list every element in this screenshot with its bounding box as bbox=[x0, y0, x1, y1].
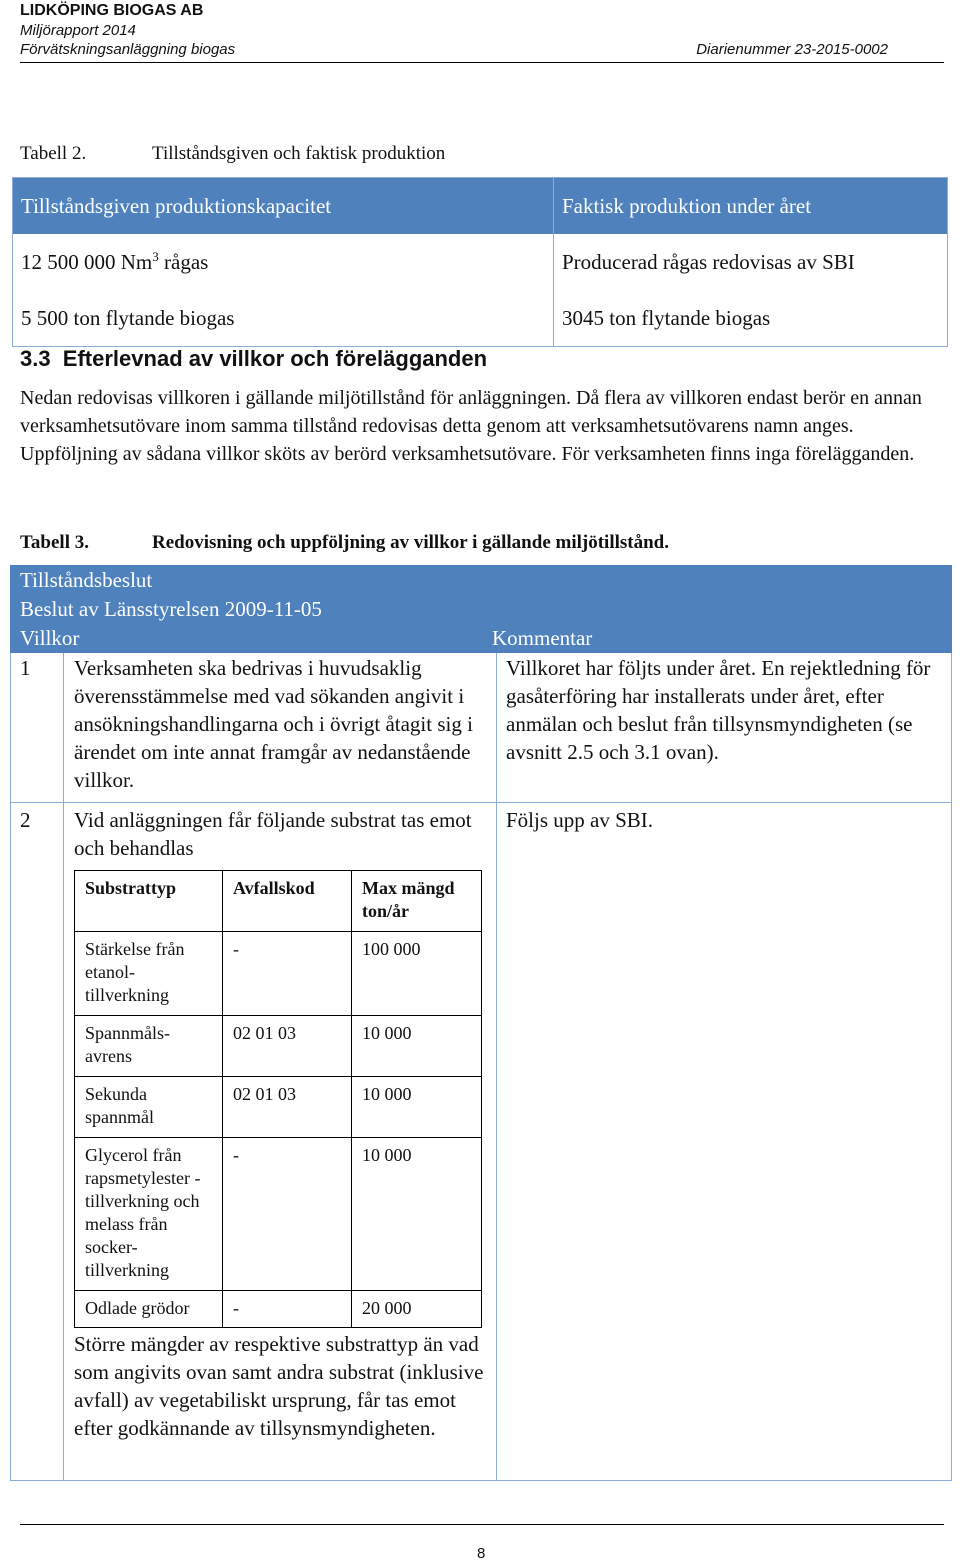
permitted-raw-gas-value: 12 500 000 Nm bbox=[21, 250, 153, 274]
substrate-row bbox=[75, 1291, 482, 1328]
substrate-header-row bbox=[75, 871, 482, 932]
facility-name: Förvätskningsanläggning biogas bbox=[20, 41, 236, 58]
footer-divider bbox=[20, 1524, 944, 1525]
table3-label: Tabell 3. bbox=[20, 532, 89, 553]
col-kommentar-header: Kommentar bbox=[492, 626, 593, 650]
condition-text: Vid anläggningen får följande substrat tas emot och behandlas bbox=[74, 808, 472, 860]
diary-number: Diarienummer 23-2015-0002 bbox=[696, 41, 888, 58]
table3-caption: Redovisning och uppföljning av villkor i gällande miljötillstånd. bbox=[152, 532, 669, 553]
actual-liquid-biogas: 3045 ton flytande biogas bbox=[554, 290, 948, 347]
actual-raw-gas: Producerad rågas redovisas av SBI bbox=[554, 234, 948, 290]
report-title: Miljörapport 2014 bbox=[20, 22, 136, 39]
header-divider bbox=[20, 62, 944, 63]
condition-comment: Villkoret har följts under året. En rejektledning för gasåterföring har installerats under året, efter anmälan och beslut från tillsynsmyndigheten (se avsnitt 2.5 och 3.1 ovan). bbox=[506, 656, 931, 764]
substrate-row bbox=[75, 1016, 482, 1077]
max-amount: 100 000 bbox=[352, 932, 482, 1016]
substrate-row bbox=[75, 1077, 482, 1138]
condition-text: Verksamheten ska bedrivas i huvudsaklig överensstämmelse med vad sökanden angivit i ansökningshandlingarna och i övrigt åtagit sig i ärendet om inte annat framgår av nedanstående villkor. bbox=[74, 656, 473, 792]
production-table bbox=[12, 177, 948, 347]
waste-code: - bbox=[223, 1138, 352, 1291]
waste-code-header: Avfallskod bbox=[223, 871, 352, 932]
column-divider bbox=[496, 653, 497, 1481]
substrate-type-header: Substrattyp bbox=[75, 871, 223, 932]
substrate-type: Sekunda spannmål bbox=[75, 1077, 223, 1138]
section-heading: 3.3 Efterlevnad av villkor och förelägganden bbox=[20, 346, 488, 371]
substrate-type: Stärkelse från etanol-tillverkning bbox=[75, 932, 223, 1016]
permitted-liquid-biogas: 5 500 ton flytande biogas bbox=[21, 305, 235, 330]
substrate-row bbox=[75, 932, 482, 1016]
condition-note: Större mängder av respektive substrattyp än vad som angivits ovan samt andra substrat (inklusive avfall) av vegetabiliskt ursprung, får tas emot efter godkännande av tillsynsmyndigheten. bbox=[74, 1332, 484, 1440]
max-amount: 10 000 bbox=[352, 1016, 482, 1077]
section-paragraph: Nedan redovisas villkoren i gällande miljötillstånd för anläggningen. Då flera av villkoren endast berör en annan verksamhetsutövare inom samma tillstånd redovisas detta genom att verksamhetsutövarens namn anges. Uppföljning av sådana villkor sköts av berörd verksamhetsutövare. För verksamheten finns inga förelägganden. bbox=[20, 387, 922, 465]
production-table-header bbox=[13, 178, 948, 235]
permit-decision-title: Tillståndsbeslut bbox=[20, 568, 153, 592]
col-villkor-header: Villkor bbox=[20, 626, 80, 650]
substrate-type: Odlade grödor bbox=[75, 1291, 223, 1328]
table2-caption: Tillståndsgiven och faktisk produktion bbox=[152, 143, 446, 164]
table2-label: Tabell 2. bbox=[20, 143, 87, 164]
waste-code: - bbox=[223, 932, 352, 1016]
permitted-raw-gas-unit-sup: 3 bbox=[152, 249, 159, 264]
substrate-type: Spannmåls-avrens bbox=[75, 1016, 223, 1077]
condition-number: 2 bbox=[20, 808, 31, 832]
permitted-raw-gas bbox=[13, 234, 554, 290]
permitted-raw-gas-rest: rågas bbox=[158, 250, 209, 274]
col-actual-header: Faktisk produktion under året bbox=[554, 178, 948, 235]
condition-comment: Följs upp av SBI. bbox=[506, 808, 654, 832]
company-name: LIDKÖPING BIOGAS AB bbox=[20, 2, 204, 19]
page-number: 8 bbox=[477, 1545, 486, 1562]
row-divider bbox=[10, 802, 952, 803]
col-permitted-header: Tillståndsgiven produktionskapacitet bbox=[13, 178, 554, 235]
max-amount-header: Max mängd ton/år bbox=[352, 871, 482, 932]
substrate-table bbox=[74, 870, 482, 1328]
waste-code: - bbox=[223, 1291, 352, 1328]
max-amount: 10 000 bbox=[352, 1077, 482, 1138]
production-row bbox=[13, 234, 948, 290]
condition-number: 1 bbox=[20, 656, 31, 680]
max-amount: 20 000 bbox=[352, 1291, 482, 1328]
waste-code: 02 01 03 bbox=[223, 1077, 352, 1138]
substrate-row bbox=[75, 1138, 482, 1291]
substrate-type: Glycerol från rapsmetylester -tillverkning och melass från socker-tillverkning bbox=[75, 1138, 223, 1291]
production-row bbox=[13, 290, 948, 347]
permit-decision-subtitle: Beslut av Länsstyrelsen 2009-11-05 bbox=[20, 597, 322, 621]
waste-code: 02 01 03 bbox=[223, 1016, 352, 1077]
column-divider bbox=[63, 653, 64, 1481]
max-amount: 10 000 bbox=[352, 1138, 482, 1291]
